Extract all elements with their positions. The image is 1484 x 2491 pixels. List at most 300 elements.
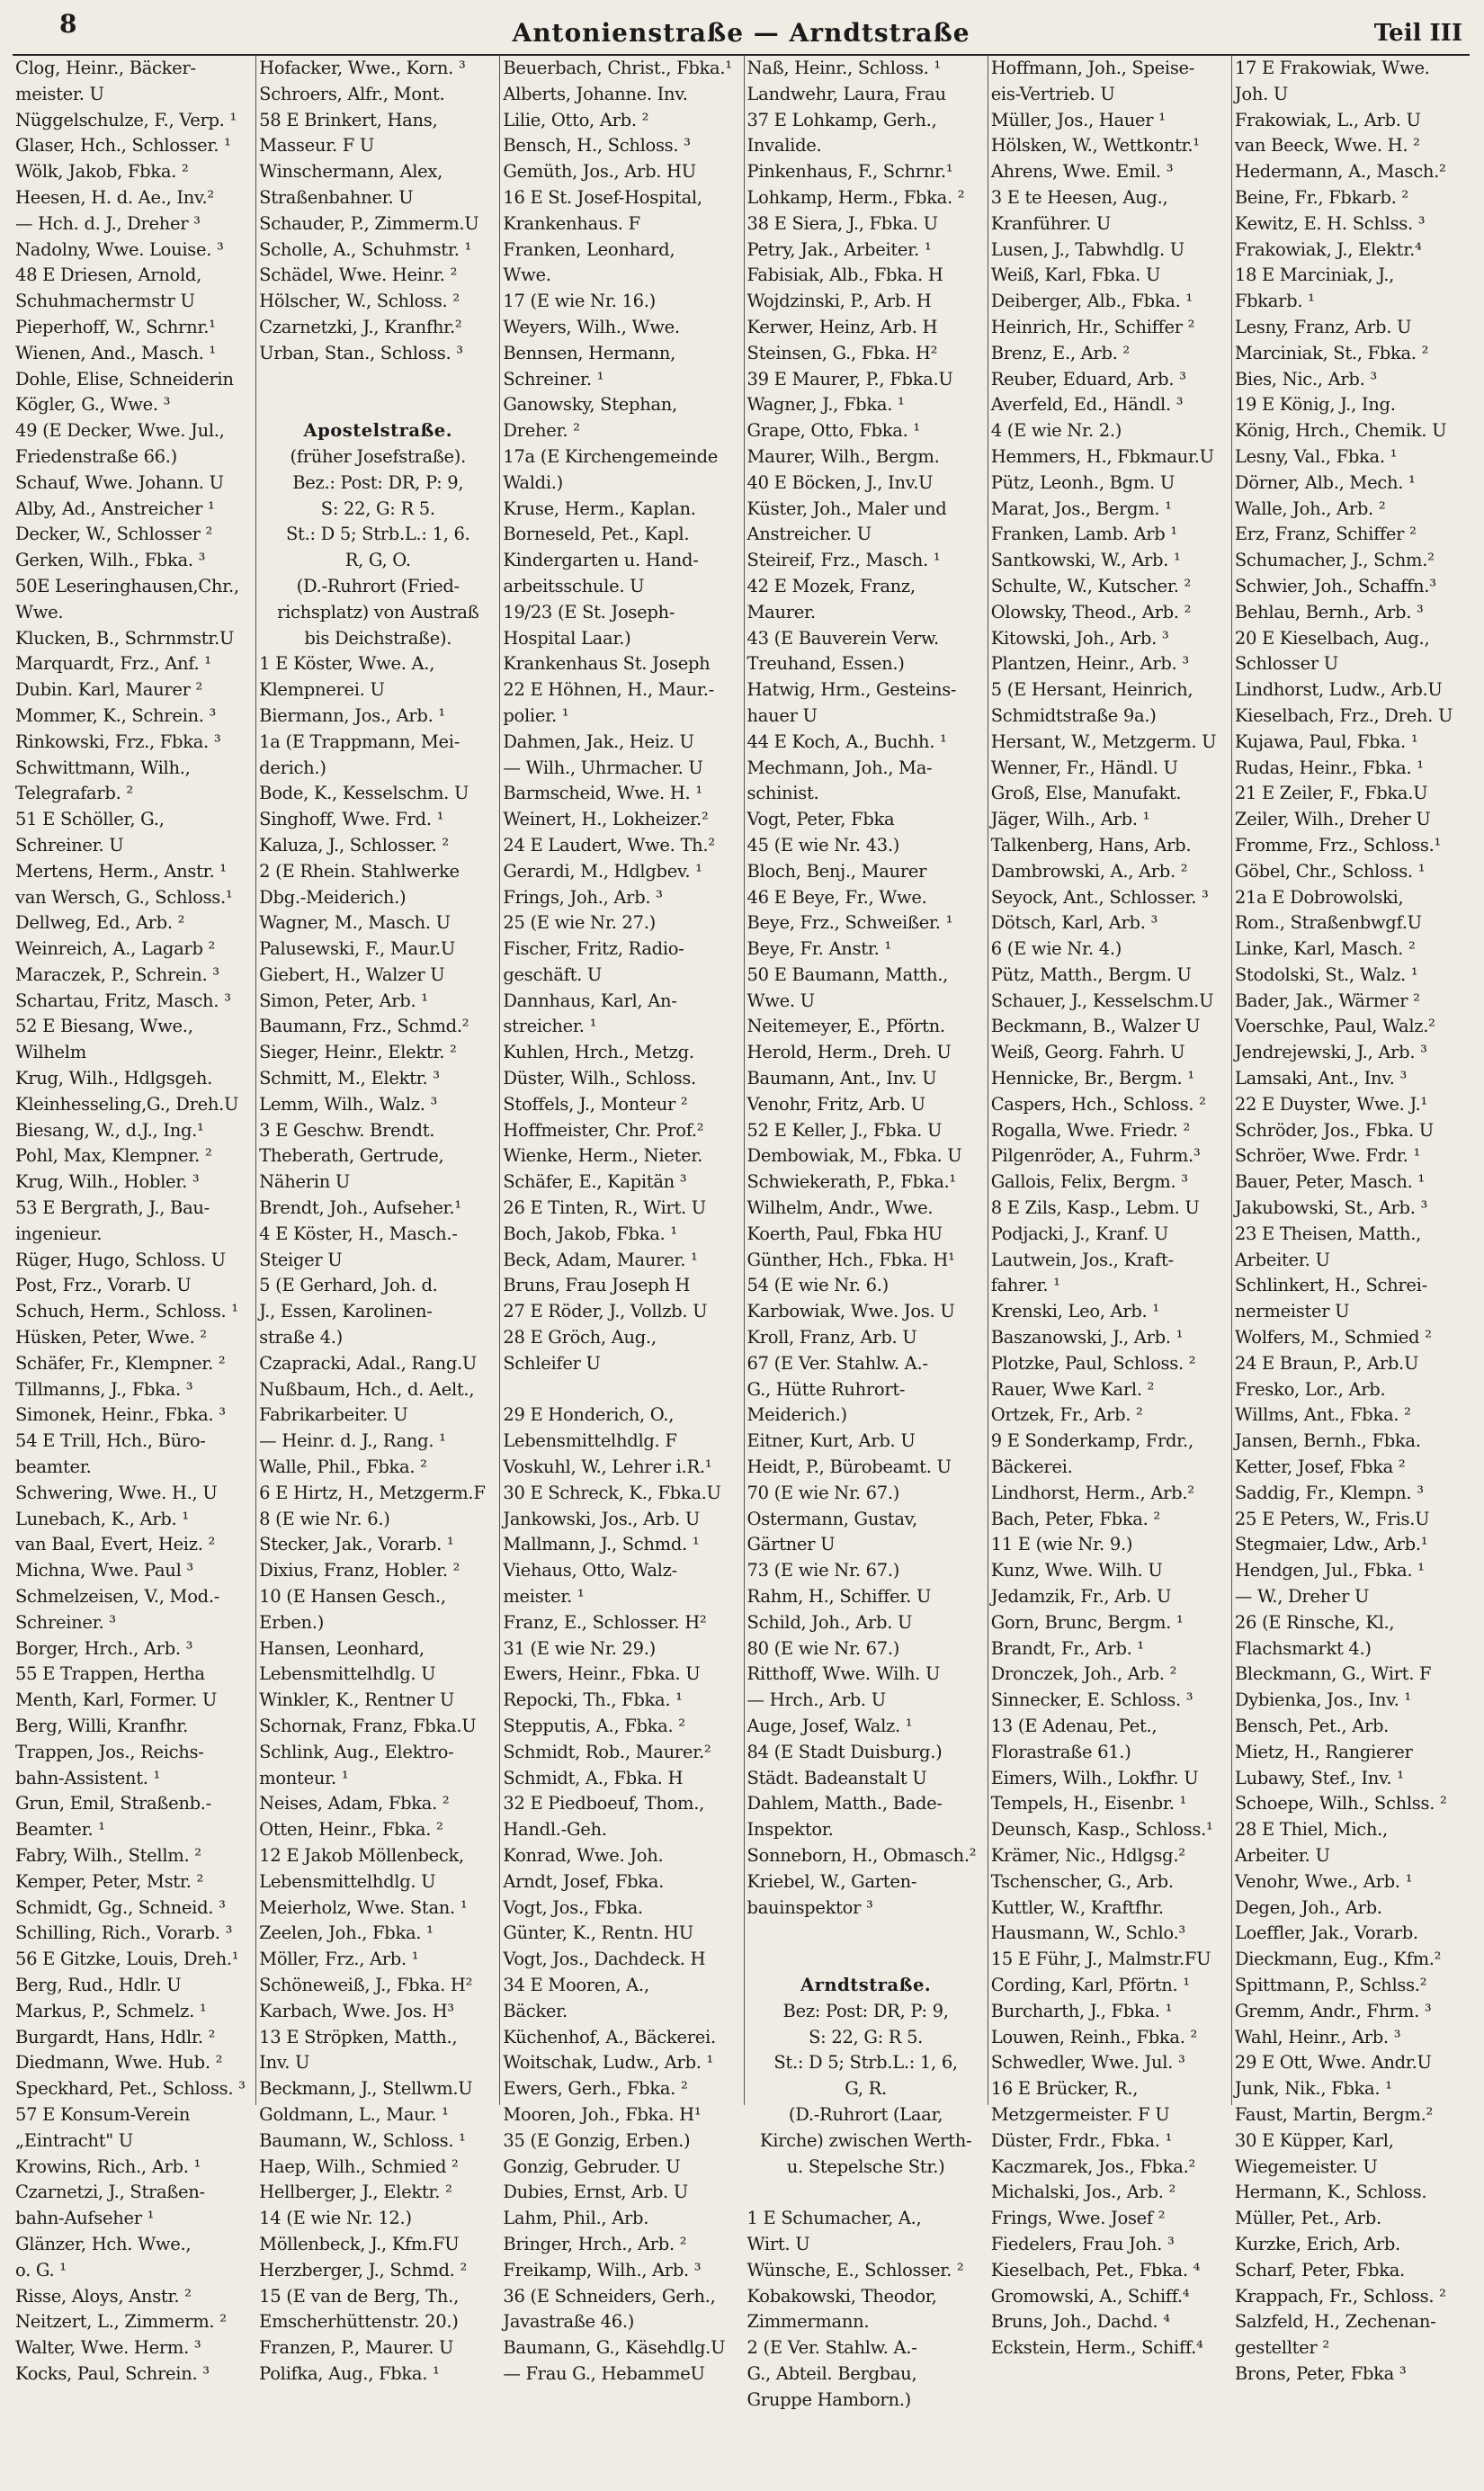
directory-entry: 19/23 (E St. Joseph- [503,601,675,623]
directory-entry: 37 E Lohkamp, Gerh., [746,109,937,130]
directory-entry: Lilie, Otto, Arb. ² [503,109,649,130]
directory-entry: 50E Leseringhausen,Chr., [15,575,239,596]
directory-entry: Glänzer, Hch. Wwe., [15,2233,192,2254]
directory-entry: Steireif, Frz., Masch. ¹ [746,550,941,571]
directory-entry: bahn-Aufseher ¹ [15,2208,155,2229]
directory-entry: Spittmann, P., Schlss.² [1234,1974,1427,1995]
directory-entry: Metzgermeister. F U [990,2103,1170,2125]
directory-entry: 22 E Höhnen, H., Maur.- [503,679,714,701]
directory-entry: 3 E te Heesen, Aug., [990,186,1168,208]
directory-entry: Wirt. U [746,2233,810,2254]
directory-entry: Kitowski, Joh., Arb. ³ [990,627,1169,649]
directory-entry: Czarnetzki, J., Kranfhr.² [259,316,462,337]
directory-entry: Wiegemeister. U [1234,2155,1378,2177]
directory-entry: Averfeld, Ed., Händl. ³ [990,394,1184,416]
directory-entry: 29 E Ott, Wwe. Andr.U [1234,2052,1432,2074]
directory-entry: Stepputis, A., Fbka. ² [503,1716,685,1736]
directory-entry: Schlosser U [1234,653,1338,675]
directory-entry: Pinkenhaus, F., Schrnr.¹ [746,161,953,183]
directory-entry: Otten, Heinr., Fbka. ² [259,1819,443,1841]
directory-entry: Weinert, H., Lokheizer.² [503,809,709,830]
directory-entry: Schwering, Wwe. H., U [15,1482,218,1503]
directory-entry: Dbg.-Meiderich.) [259,886,407,908]
directory-entry: 8 E Zils, Kasp., Lebm. U [990,1197,1200,1219]
directory-entry: 1 E Schumacher, A., [746,2208,922,2229]
directory-entry: 49 (E Decker, Wwe. Jul., [15,420,225,442]
directory-entry: Naß, Heinr., Schloss. ¹ [746,58,941,78]
directory-entry: Schleifer U [503,1352,601,1374]
directory-entry: St.: D 5; Strb.L.: 1, 6. [286,524,470,545]
directory-entry: Joh. U [1234,83,1289,104]
directory-entry: Hospital Laar.) [503,627,631,649]
directory-entry: Neitzert, L., Zimmerm. ² [15,2311,227,2333]
directory-entry: 9 E Sonderkamp, Frdr., [990,1430,1193,1452]
directory-entry: Michalski, Jos., Arb. ² [990,2182,1176,2203]
directory-entry: 44 E Koch, A., Buchh. ¹ [746,730,947,752]
directory-entry: Hoffmeister, Chr. Prof.² [503,1119,704,1141]
directory-entry: 1a (E Trappmann, Mei- [259,730,460,752]
directory-entry: Walle, Joh., Arb. ² [1234,497,1386,519]
directory-entry: Fbkarb. ¹ [1234,291,1315,312]
directory-entry: Brenz, E., Arb. ² [990,342,1130,363]
directory-entry: Markus, P., Schmelz. ¹ [15,2000,207,2021]
directory-entry: Hendgen, Jul., Fbka. ¹ [1234,1560,1425,1582]
directory-entry: Kerwer, Heinz, Arb. H [746,316,938,337]
directory-entry: 28 E Thiel, Mich., [1234,1819,1388,1841]
directory-entry: Alberts, Johanne. Inv. [503,83,688,104]
directory-entry: 10 (E Hansen Gesch., [259,1586,446,1608]
directory-entry: Göbel, Chr., Schloss. ¹ [1234,860,1426,882]
directory-entry: Ewers, Heinr., Fbka. U [503,1663,701,1685]
directory-entry: 22 E Duyster, Wwe. J.¹ [1234,1093,1427,1115]
directory-entry: Schäfer, E., Kapitän ³ [503,1171,687,1193]
directory-entry [747,2180,985,2206]
directory-entry: Landwehr, Laura, Frau [746,83,946,104]
directory-entry: Jedamzik, Fr., Arb. U [990,1586,1172,1608]
directory-entry: 1 E Köster, Wwe. A., [259,653,435,675]
directory-entry: Schröder, Jos., Fbka. U [1234,1119,1434,1141]
directory-entry: Rüger, Hugo, Schloss. U [15,1249,226,1270]
directory-entry: Dembowiak, M., Fbka. U [746,1145,962,1167]
directory-entry: 39 E Maurer, P., Fbka.U [746,368,953,390]
directory-entry: Stodolski, St., Walz. ¹ [1234,963,1418,985]
directory-entry: Möllenbeck, J., Kfm.FU [259,2233,460,2254]
page-title: Antonienstraße — Arndtstraße [512,18,970,48]
column-3 [500,56,744,2384]
directory-entry: Ritthoff, Wwe. Wilh. U [746,1663,941,1685]
directory-entry: gestellter ² [1234,2337,1329,2359]
directory-entry: Gorn, Brunc, Bergm. ¹ [990,1611,1184,1633]
directory-entry: Faust, Martin, Bergm.² [1234,2103,1434,2125]
directory-entry: Kurzke, Erich, Arb. [1234,2233,1400,2254]
directory-entry: Jäger, Wilh., Arb. ¹ [990,809,1150,830]
directory-entry: Fabisiak, Alb., Fbka. H [746,264,943,286]
directory-entry: Nadolny, Wwe. Louise. ³ [15,238,224,260]
directory-entry: Lubawy, Stef., Inv. ¹ [1234,1767,1404,1788]
directory-entry: Waldi.) [503,471,563,493]
directory-entry: Schmidt, Rob., Maurer.² [503,1741,711,1762]
directory-entry: Kriebel, W., Garten- [746,1870,917,1892]
directory-entry: Seyock, Ant., Schlosser. ³ [990,886,1209,908]
directory-entry: 73 (E wie Nr. 67.) [746,1560,900,1582]
directory-entry: Krowins, Rich., Arb. ¹ [15,2155,201,2177]
directory-entry: Winkler, K., Rentner U [259,1689,455,1711]
directory-entry: Dörner, Alb., Mech. ¹ [1234,471,1416,493]
directory-entry: Lohkamp, Herm., Fbka. ² [746,186,965,208]
directory-entry: Beck, Adam, Maurer. ¹ [503,1249,698,1270]
directory-entry: Krug, Wilh., Hdlgsgeh. [15,1068,213,1089]
directory-entry: Glaser, Hch., Schlosser. ¹ [15,135,231,157]
directory-entry: Wwe. [15,601,64,623]
directory-entry [747,2465,985,2491]
directory-entry: Steinsen, G., Fbka. H² [746,342,938,363]
directory-entry: Post, Frz., Vorarb. U [15,1275,192,1296]
directory-entry: Dieckmann, Eug., Kfm.² [1234,1949,1442,1970]
directory-entry: Bruns, Joh., Dachd. ⁴ [990,2311,1170,2333]
directory-entry: Schäfer, Fr., Klempner. ² [15,1352,226,1374]
directory-entry: Kewitz, E. H. Schlss. ³ [1234,212,1426,234]
directory-entry: Bach, Peter, Fbka. ² [990,1508,1160,1529]
directory-entry: Kaczmarek, Jos., Fbka.² [990,2155,1195,2177]
directory-entry: Schroers, Alfr., Mont. [259,83,445,104]
directory-entry: van Baal, Evert, Heiz. ² [15,1534,216,1555]
column-1 [13,56,256,2384]
directory-entry: — Wilh., Uhrmacher. U [503,757,703,778]
directory-entry: Kaluza, J., Schlosser. ² [259,834,449,856]
directory-entry: eis-Vertrieb. U [990,83,1115,104]
directory-entry: Behlau, Bernh., Arb. ³ [1234,601,1424,623]
directory-entry: Düster, Frdr., Fbka. ¹ [990,2129,1173,2151]
directory-entry: Kemper, Peter, Mstr. ² [15,1870,204,1892]
directory-entry: Weinreich, A., Lagarb ² [15,938,216,960]
directory-entry: Mietz, H., Rangierer [1234,1741,1413,1762]
directory-entry: 5 (E Gerhard, Joh. d. [259,1275,438,1296]
directory-entry: Barmscheid, Wwe. H. ¹ [503,783,702,804]
directory-entry: — Hrch., Arb. U [746,1689,886,1711]
directory-entry: 5 (E Hersant, Heinrich, [990,679,1193,701]
directory-entry: Küchenhof, A., Bäckerei. [503,2026,716,2047]
directory-entry: Hennicke, Br., Bergm. ¹ [990,1068,1194,1089]
directory-entry: 36 (E Schneiders, Gerh., [503,2285,716,2307]
directory-entry: Schröer, Wwe. Frdr. ¹ [1234,1145,1420,1167]
directory-entry: Goldmann, L., Maur. ¹ [259,2103,449,2125]
directory-entry: Schauf, Wwe. Johann. U [15,471,224,493]
directory-entry: Degen, Joh., Arb. [1234,1896,1382,1918]
directory-entry: Baumann, Frz., Schmd.² [259,1016,469,1037]
directory-entry: Inv. U [259,2052,310,2074]
directory-entry: Schwedler, Wwe. Jul. ³ [990,2052,1185,2074]
directory-entry: — Frau G., HebammeU [503,2362,705,2384]
directory-entry: Baumann, G., Käsehdlg.U [503,2337,726,2359]
directory-entry: 6 E Hirtz, H., Metzgerm.F [259,1482,486,1503]
directory-entry: Menth, Karl, Former. U [15,1689,217,1711]
directory-entry: Schwittmann, Wilh., [15,757,191,778]
directory-entry: Singhoff, Wwe. Frd. ¹ [259,809,444,830]
directory-entry: Auge, Josef, Walz. ¹ [746,1716,913,1736]
part-label: Teil III [1373,20,1462,47]
directory-entry: Pohl, Max, Klempner. ² [15,1145,212,1167]
directory-entry: Schumacher, J., Schm.² [1234,550,1435,571]
column-5 [988,56,1232,2359]
directory-entry: Krenski, Leo, Arb. ¹ [990,1301,1159,1322]
directory-entry: Konrad, Wwe. Joh. [503,1844,664,1866]
directory-entry: Stecker, Jak., Vorarb. ¹ [259,1534,454,1555]
directory-entry: Krappach, Fr., Schloss. ² [1234,2285,1446,2307]
directory-entry: Bode, K., Kesselschm. U [259,783,469,804]
directory-entry: 14 (E wie Nr. 12.) [259,2208,412,2229]
directory-entry [747,2414,985,2440]
directory-entry: o. G. ¹ [15,2259,67,2280]
directory-entry: Reuber, Eduard, Arb. ³ [990,368,1186,390]
directory-entry: schinist. [746,783,819,804]
directory-entry: Salzfeld, H., Zechenan- [1234,2311,1436,2333]
directory-entry: Schild, Joh., Arb. U [746,1611,913,1633]
directory-entry: Wünsche, E., Schlosser. ² [746,2259,964,2280]
directory-entry: G, R. [845,2078,887,2100]
directory-entry: Eimers, Wilh., Lokfhr. U [990,1767,1199,1788]
directory-entry: Arbeiter. U [1234,1249,1330,1270]
directory-entry: 17 E Frakowiak, Wwe. [1234,58,1430,78]
directory-entry: Olowsky, Theod., Arb. ² [990,601,1192,623]
directory-entry: 27 E Röder, J., Vollzb. U [503,1301,708,1322]
directory-entry: Kujawa, Paul, Fbka. ¹ [1234,730,1418,752]
directory-entry: Krämer, Nic., Hdlgsg.² [990,1844,1185,1866]
directory-entry: Mooren, Joh., Fbka. H¹ [503,2103,702,2125]
directory-entry: Klempnerei. U [259,679,385,701]
directory-entry: 25 (E wie Nr. 27.) [503,912,656,934]
directory-entry: Repocki, Th., Fbka. ¹ [503,1689,683,1711]
directory-entry: Caspers, Hch., Schloss. ² [990,1093,1206,1115]
directory-entry: 54 (E wie Nr. 6.) [746,1275,889,1296]
directory-entry: Burgardt, Hans, Hdlr. ² [15,2026,216,2047]
directory-entry: 12 E Jakob Möllenbeck, [259,1844,464,1866]
directory-entry: Krankenhaus. F [503,212,640,234]
directory-entry: Dohle, Elise, Schneiderin [15,368,234,390]
directory-entry: Gromowski, A., Schiff.⁴ [990,2285,1190,2307]
directory-entry: meister. U [15,83,104,104]
directory-entry: Schreiner. U [15,834,124,856]
directory-entry: 26 (E Rinsche, Kl., [1234,1611,1395,1633]
directory-entry: Frings, Joh., Arb. ³ [503,886,663,908]
directory-entry [747,1947,985,1973]
directory-entry: Bruns, Frau Joseph H [503,1275,691,1296]
directory-entry: Hedermann, A., Masch.² [1234,161,1446,183]
directory-entry: Inspektor. [746,1819,834,1841]
directory-entry: Heidt, P., Bürobeamt. U [746,1456,952,1478]
directory-entry: Dixius, Franz, Hobler. ² [259,1560,460,1582]
directory-entry: Saddig, Fr., Klempn. ³ [1234,1482,1424,1503]
directory-entry: Tillmanns, J., Fbka. ³ [15,1378,193,1400]
directory-entry: Bies, Nic., Arb. ³ [1234,368,1377,390]
directory-entry: 53 E Bergrath, J., Bau- [15,1197,210,1219]
directory-entry: Marciniak, St., Fbka. ² [1234,342,1429,363]
directory-entry: Fromme, Frz., Schloss.¹ [1234,834,1442,856]
directory-entry: Fischer, Fritz, Radio- [503,938,684,960]
directory-entry: Schlinkert, H., Schrei- [1234,1275,1427,1296]
directory-entry: Nußbaum, Hch., d. Aelt., [259,1378,475,1400]
column-4 [745,56,988,2410]
directory-entry: Rauer, Wwe Karl. ² [990,1378,1155,1400]
directory-entry: Beamter. ¹ [15,1819,105,1841]
directory-entry: Näherin U [259,1171,351,1193]
directory-entry: Schoepe, Wilh., Schlss. ² [1234,1793,1447,1814]
directory-entry: 58 E Brinkert, Hans, [259,109,438,130]
directory-entry: Beckmann, J., Stellwm.U [259,2078,473,2100]
directory-entry: 25 E Peters, W., Fris.U [1234,1508,1430,1529]
directory-entry: Javastraße 46.) [503,2311,635,2333]
directory-entry: 6 (E wie Nr. 4.) [990,938,1122,960]
directory-entry: Urban, Stan., Schloss. ³ [259,342,463,363]
directory-entry: monteur. ¹ [259,1767,349,1788]
directory-entry: Speckhard, Pet., Schloss. ³ [15,2078,246,2100]
directory-entry: Schulte, W., Kutscher. ² [990,575,1192,596]
directory-entry: Talkenberg, Hans, Arb. [990,834,1192,856]
directory-entry: Beye, Fr. Anstr. ¹ [746,938,891,960]
directory-entry: Plotzke, Paul, Schloss. ² [990,1352,1196,1374]
directory-entry: Burcharth, J., Fbka. ¹ [990,2000,1173,2021]
directory-entry: S: 22, G: R 5. [809,2026,924,2047]
directory-entry: Telegrafarb. ² [15,783,133,804]
directory-entry: Vogt, Jos., Fbka. [503,1896,643,1918]
directory-entry: Berg, Willi, Kranfhr. [15,1716,189,1736]
directory-entry: Möller, Frz., Arb. ¹ [259,1949,419,1970]
directory-entry: Lindhorst, Ludw., Arb.U [1234,679,1443,701]
directory-entry: Baumann, W., Schloss. ¹ [259,2129,466,2151]
directory-entry: Hatwig, Hrm., Gesteins- [746,679,957,701]
directory-entry: Dahmen, Jak., Heiz. U [503,730,694,752]
directory-entry: — Hch. d. J., Dreher ³ [15,212,201,234]
directory-entry: straße 4.) [259,1327,343,1349]
directory-entry: Lebensmittelhdlg. U [259,1663,436,1685]
directory-entry: Lindhorst, Herm., Arb.² [990,1482,1194,1503]
directory-entry: derich.) [259,757,326,778]
directory-entry: Dannhaus, Karl, An- [503,990,677,1011]
directory-entry: St.: D 5; Strb.L.: 1, 6, [773,2052,958,2074]
directory-entry: Voerschke, Paul, Walz.² [1234,1016,1435,1037]
directory-entry: Theberath, Gertrude, [259,1145,444,1167]
directory-entry: Invalide. [746,135,822,157]
directory-entry: Walter, Wwe. Herm. ³ [15,2337,201,2359]
directory-entry: 8 (E wie Nr. 6.) [259,1508,390,1529]
directory-entry: Dybienka, Jos., Inv. ¹ [1234,1689,1411,1711]
directory-entry: König, Hrch., Chemik. U [1234,420,1447,442]
directory-entry: Podjacki, J., Kranf. U [990,1223,1169,1244]
directory-entry: 16 E St. Josef-Hospital, [503,186,702,208]
directory-entry: Schmitt, M., Elektr. ³ [259,1068,440,1089]
directory-entry: Kirche) zwischen Werth- [759,2129,972,2151]
directory-entry: Mallmann, J., Schmd. ¹ [503,1534,700,1555]
directory-entry: Baszanowski, J., Arb. ¹ [990,1327,1184,1349]
directory-entry: Gerken, Wilh., Fbka. ³ [15,550,206,571]
directory-entry: Wagner, J., Fbka. ¹ [746,394,905,416]
directory-entry: Kieselbach, Frz., Dreh. U [1234,704,1453,726]
directory-entry: Kieselbach, Pet., Fbka. ⁴ [990,2259,1201,2280]
directory-entry: Marat, Jos., Bergm. ¹ [990,497,1172,519]
directory-entry: Rahm, H., Schiffer. U [746,1586,932,1608]
directory-entry: 50 E Baumann, Matth., [746,963,949,985]
directory-entry: Scharf, Peter, Fbka. [1234,2259,1405,2280]
directory-entry: Stegmaier, Ldw., Arb.¹ [1234,1534,1428,1555]
directory-entry: Pütz, Leonh., Bgm. U [990,471,1175,493]
directory-entry: Handl.-Geh. [503,1819,607,1841]
directory-entry: J., Essen, Karolinen- [259,1301,433,1322]
directory-entry: Dubies, Ernst, Arb. U [503,2182,688,2203]
directory-entry: 3 E Geschw. Brendt. [259,1119,435,1141]
directory-entry: Kuhlen, Hrch., Metzg. [503,1042,694,1063]
directory-entry: Brandt, Fr., Arb. ¹ [990,1637,1144,1659]
directory-entry: Bez.: Post: DR, P: 9, [292,471,464,493]
directory-entry: Lautwein, Jos., Kraft- [990,1249,1174,1270]
directory-entry: Kruse, Herm., Kaplan. [503,497,696,519]
directory-entry: Wilhelm, Andr., Wwe. [746,1197,934,1219]
directory-entry: 67 (E Ver. Stahlw. A.- [746,1352,928,1374]
directory-entry: Risse, Aloys, Anstr. ² [15,2285,192,2307]
directory-entry: Groß, Else, Manufakt. [990,783,1182,804]
directory-entry: Bensch, H., Schloss. ³ [503,135,691,157]
street-heading: Arndtstraße. [800,1974,932,1995]
directory-entry: Kindergarten u. Hand- [503,550,699,571]
directory-entry: Boch, Jakob, Fbka. ¹ [503,1223,677,1244]
directory-entry: Brons, Peter, Fbka ³ [1234,2362,1407,2384]
directory-entry [747,1921,985,1947]
directory-entry: Krankenhaus St. Joseph [503,653,711,675]
directory-entry: Bringer, Hrch., Arb. ² [503,2233,687,2254]
directory-entry: Franken, Lamb. Arb ¹ [990,524,1177,545]
directory-entry: Dreher. ² [503,420,580,442]
directory-entry: Venohr, Wwe., Arb. ¹ [1234,1870,1413,1892]
directory-entry: Decker, W., Schlosser ² [15,524,213,545]
directory-entry: Dötsch, Karl, Arb. ³ [990,912,1158,934]
directory-entry: Pilgenröder, A., Fuhrm.³ [990,1145,1201,1167]
directory-entry: nermeister U [1234,1301,1350,1322]
directory-entry: Zimmermann. [746,2311,870,2333]
directory-entry: Günter, K., Rentn. HU [503,1922,693,1944]
directory-entry: Diedmann, Wwe. Hub. ² [15,2052,223,2074]
directory-entry: Kranführer. U [990,212,1112,234]
directory-entry: 80 (E wie Nr. 67.) [746,1637,900,1659]
directory-entry: Alby, Ad., Anstreicher ¹ [15,497,215,519]
directory-entry: Wwe. U [746,990,815,1011]
directory-entry: Bloch, Benj., Maurer [746,860,927,882]
directory-entry: Maraczek, P., Schrein. ³ [15,963,219,985]
directory-entry: 52 E Biesang, Wwe., [15,1016,193,1037]
column-2 [256,56,500,2384]
directory-entry: Schornak, Franz, Fbka.U [259,1716,477,1736]
directory-entry: Polifka, Aug., Fbka. ¹ [259,2362,440,2384]
directory-entry: Mertens, Herm., Anstr. ¹ [15,860,227,882]
directory-entry: Franzen, P., Maurer. U [259,2337,454,2359]
directory-entry: Bäckerei. [990,1456,1073,1478]
directory-entry: Haep, Wilh., Schmied ² [259,2155,459,2177]
directory-entry: Bäcker. [503,2000,568,2021]
directory-entry: Erz, Franz, Schiffer ² [1234,524,1417,545]
directory-entry: Wojdzinski, P., Arb. H [746,291,932,312]
directory-entry: Arndt, Josef, Fbka. [503,1870,664,1892]
directory-entry: fahrer. ¹ [990,1275,1060,1296]
directory-entry: Wwe. [503,264,551,286]
directory-entry: Schuhmachermstr U [15,291,195,312]
directory-entry: Masseur. F U [259,135,375,157]
directory-entry: van Wersch, G., Schloss.¹ [15,886,233,908]
directory-entry: (D.-Ruhrort (Laar, [788,2103,943,2125]
directory-entry: Eckstein, Herm., Schiff.⁴ [990,2337,1203,2359]
directory-entry: 19 E König, J., Ing. [1234,394,1396,416]
directory-entry: Lamsaki, Ant., Inv. ³ [1234,1068,1407,1089]
directory-entry: Ketter, Josef, Fbka ² [1234,1456,1406,1478]
directory-entry: Lesny, Franz, Arb. U [1234,316,1412,337]
directory-entry: Michna, Wwe. Paul ³ [15,1560,193,1582]
directory-entry: Biermann, Jos., Arb. ¹ [259,704,445,726]
